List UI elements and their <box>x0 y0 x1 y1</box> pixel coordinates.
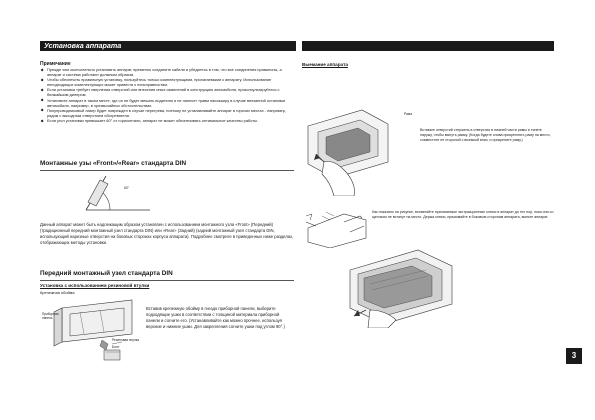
note-item: Если угол установки превышает 60° от горизонтали, аппарат не может обеспечивать оптимальное качество работы. <box>40 118 294 123</box>
divider <box>40 170 294 171</box>
bushing-label: Резиновая втулка <box>112 338 140 342</box>
note-item: Прежде чем окончательно установить аппарат, временно соедините кабели и убедитесь в том, что все соединения правильны, а аппарат и система работают должным образом. <box>40 67 294 77</box>
note-heading: Примечание <box>40 61 71 67</box>
sleeve-label: Крепежная обойма <box>40 290 75 295</box>
din-mount-title: Монтажные узы «Front»/«Rear» стандарта DIN <box>40 160 187 167</box>
frame-label: Рама <box>404 112 413 116</box>
din-paragraph: Данный аппарат может быть надлежащим образом установлен с использованием монтажного узла «Front» (Передний) (традиционный передний монтажный узел стандарта DIN) или «Rear» (Задний) (задний монтажный узел стандарта DIN, использующий нарезные отверстия на боковых сторонах корпуса аппарата). Подробнее смотрите в приведенных ниже разделах, отображающих методы установки. <box>40 222 294 245</box>
mount-illustration <box>40 298 140 362</box>
angle-diagram <box>78 172 158 218</box>
rubber-paragraph: Вставив крепежную обойму в гнездо приборной панели, выберите подходящие ушки в соответствии с толщиной материала приборной панели и согните его. (Устанавливайте как можно прочнее, используя верхние и нижние ушки. Для закрепления согните ушки под углом 90°.) <box>146 306 285 329</box>
note-item: Чтобы обеспечить правильную установку, пользуйтесь только комплектующими, прилагаемыми к аппарату. Использование неподходящих комплектующих может привести к неисправностям. <box>40 77 294 87</box>
key-paragraph: Как показано на рисунке, вставляйте прилагаемые экстракционные ключи в аппарат до тех пор, пока они со щелчком не встанут на место. Держа ключи, прижимайте в боковым сторонам аппарата, выньте аппарат. <box>372 210 554 219</box>
notes-list <box>40 67 294 123</box>
page-number: 3 <box>566 348 582 364</box>
dashboard-label: Приборная панель <box>42 312 59 321</box>
bolt-label: Болт <box>112 345 120 349</box>
section-title-bar <box>40 41 296 51</box>
rubber-bushing-title: Установка с использованием резиновой втулки <box>40 283 150 288</box>
unit-removal-illustration <box>340 244 460 328</box>
key-insert-illustration <box>304 204 372 248</box>
angle-label: 60° <box>124 186 129 190</box>
note-item: Полупроводниковый лазер будет поврежден в случае перегрева, поэтому не устанавливайте аппарат в горячих местах - например, рядом с выходным отверстием обогревателя. <box>40 108 294 118</box>
frame-paragraph: Вставьте отверстий стержень в отверстия в нижней части рамы и тянете наружу, чтобы вынуть рамку. (Когда будете снова прикреплять раму на место, совместите ее стороной с выемкой вниз, и прикрепите раму.) <box>420 128 551 142</box>
divider <box>40 280 294 281</box>
frame-removal-illustration <box>304 104 392 196</box>
right-title-bar <box>302 41 554 51</box>
front-mount-title: Передний монтажный узел стандарта DIN <box>40 270 173 277</box>
note-item: Если установка требует сверления отверстий или внесения иных изменений в конструкцию автомобиля, проконсультируйтесь с ближайшим дилером. <box>40 87 294 97</box>
removal-title: Выемание аппарата <box>302 62 348 67</box>
note-item: Установите аппарат в таком месте, где он не будет мешать водителю и не нанесет травм пассажиру в случае внезапной остановки автомобиля, например, в чрезвычайных обстоятельствах. <box>40 98 294 108</box>
section-title: Установка аппарата <box>44 41 122 50</box>
